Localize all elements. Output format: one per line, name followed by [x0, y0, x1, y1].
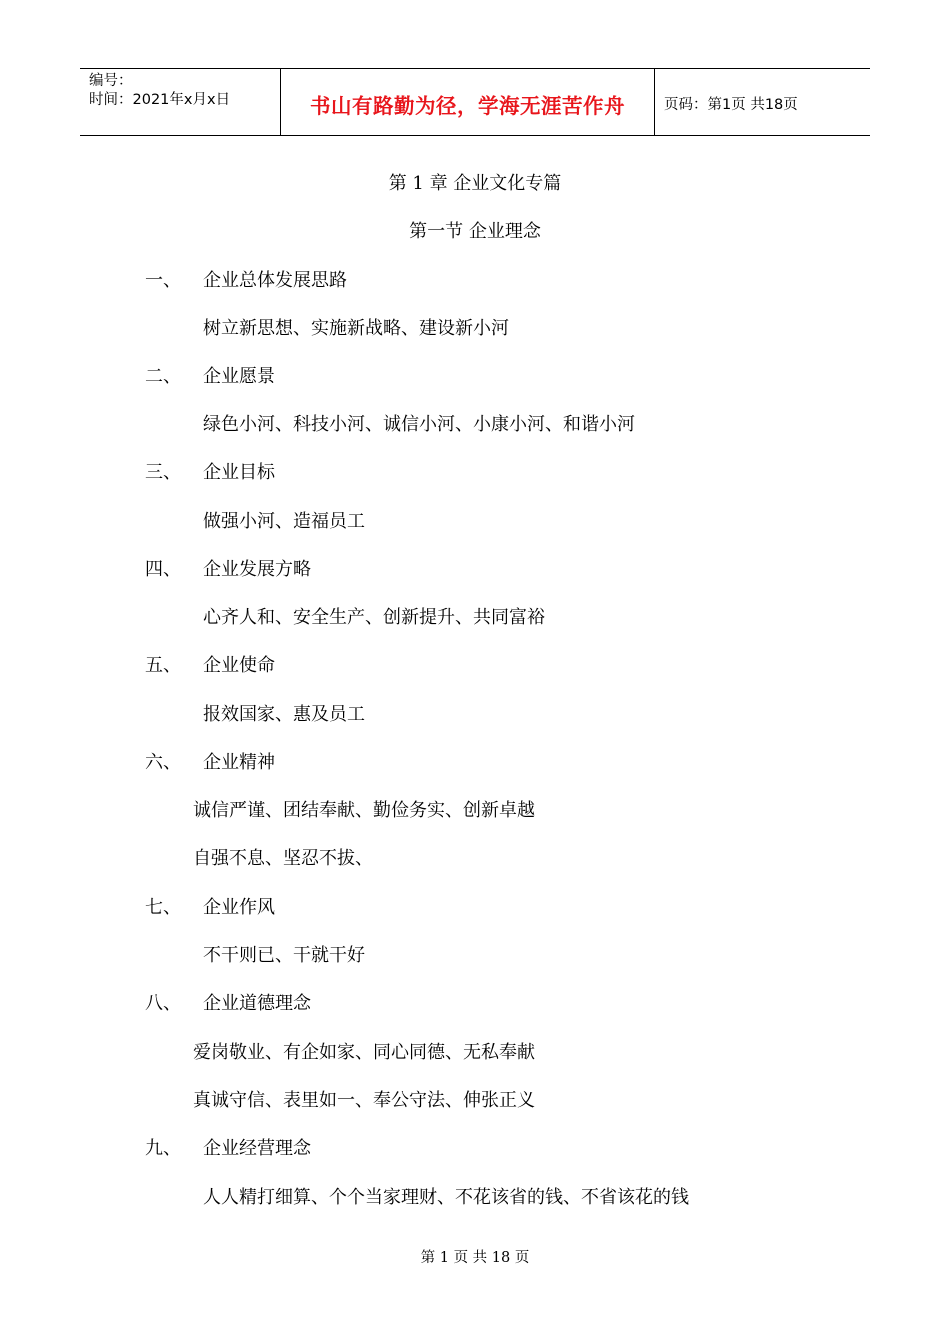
item-content: 爱岗敬业、有企如家、同心同德、无私奉献 [193, 1042, 535, 1063]
item-number: 五、 [145, 655, 181, 676]
motto-text: 书山有路勤为径，学海无涯苦作舟 [310, 94, 625, 118]
item-number: 四、 [145, 559, 181, 580]
item-content: 人人精打细算、个个当家理财、不花该省的钱、不省该花的钱 [203, 1187, 689, 1208]
item-content: 做强小河、造福员工 [203, 511, 365, 532]
item-title: 企业发展方略 [203, 559, 311, 580]
chapter-title: 第 1 章 企业文化专篇 [388, 173, 562, 194]
page-info: 页码：第1页 共18页 [664, 96, 798, 113]
item-number: 二、 [145, 366, 181, 387]
item-number: 三、 [145, 462, 181, 483]
item-title: 企业作风 [203, 897, 275, 918]
item-title: 企业使命 [203, 655, 275, 676]
header-meta-cell [80, 69, 281, 135]
header-motto-cell [281, 69, 655, 135]
item-content: 绿色小河、科技小河、诚信小河、小康小河、和谐小河 [203, 414, 635, 435]
item-number: 九、 [145, 1138, 181, 1159]
item-content: 自强不息、坚忍不拔、 [193, 848, 373, 869]
item-number: 八、 [145, 993, 181, 1014]
section-title: 第一节 企业理念 [409, 221, 541, 242]
item-number: 一、 [145, 270, 181, 291]
item-title: 企业目标 [203, 462, 275, 483]
item-content: 不干则已、干就干好 [203, 945, 365, 966]
document-header [80, 68, 870, 136]
item-title: 企业经营理念 [203, 1138, 311, 1159]
item-title: 企业总体发展思路 [203, 270, 347, 291]
serial-label: 编号： [89, 73, 133, 89]
item-number: 六、 [145, 752, 181, 773]
header-page-cell [655, 69, 870, 135]
item-title: 企业道德理念 [203, 993, 311, 1014]
item-title: 企业精神 [203, 752, 275, 773]
item-content: 报效国家、惠及员工 [203, 704, 365, 725]
item-content: 诚信严谨、团结奉献、勤俭务实、创新卓越 [193, 800, 535, 821]
item-content: 树立新思想、实施新战略、建设新小河 [203, 318, 509, 339]
item-title: 企业愿景 [203, 366, 275, 387]
time-label: 时间：2021年x月x日 [89, 92, 231, 108]
item-content: 真诚守信、表里如一、奉公守法、伸张正义 [193, 1090, 535, 1111]
item-content: 心齐人和、安全生产、创新提升、共同富裕 [203, 607, 545, 628]
item-number: 七、 [145, 897, 181, 918]
page-footer: 第 1 页 共 18 页 [420, 1250, 530, 1266]
